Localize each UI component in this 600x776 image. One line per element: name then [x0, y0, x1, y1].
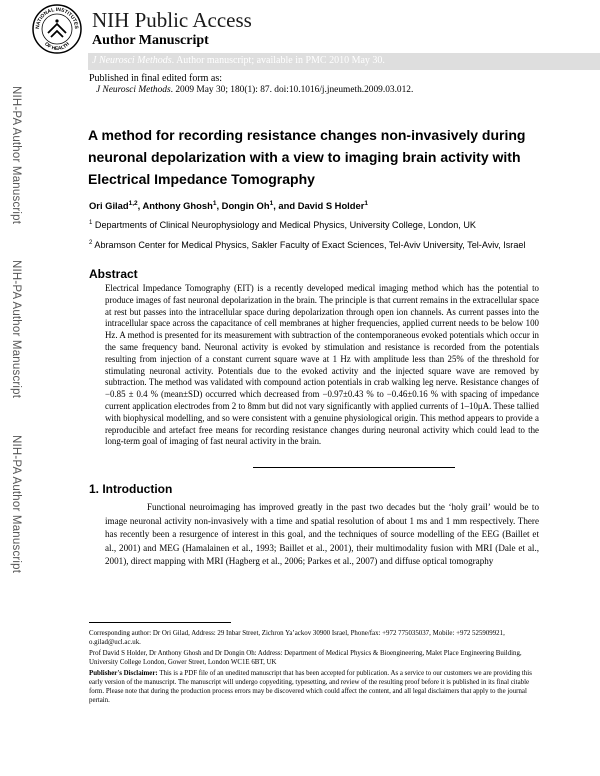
published-in-label: Published in final edited form as:: [89, 73, 223, 84]
abstract-text: Electrical Impedance Tomography (EIT) is a recently developed medical imaging method which has the potential to produce images of fast neuronal depolarization in the brain. The principle is that current remains in the extracellular space at rest but passes into the intracellular space during depolarization through open ion channels. As current passes into the intracellular space across the capacitance of cell membranes at higher frequencies, applied current needs to be below 100 Hz. A method is presented for its measurement with subtraction of the contemporaneous evoked potentials which occur in the same frequency band. Neuronal activity is evoked by stimulation and resistance is recorded from the potentials resulting from injection of a constant current square wave at 1 Hz with amplitude less than 25% of the threshold for stimulating neuronal activity. Potentials due to the evoked activity and the injected square wave are removed by subtraction. The method was validated with compound action potentials in crab walking leg nerve. Resistance changes of −0.85 ± 0.4 % (mean±SD) occurred which decreased from −0.97±0.43 % to −0.46±0.16 % with spacing of impedance current application electrodes from 2 to 8mm but did not vary significantly with applied currents of 1–10μA. These tallied with biophysical modelling, and so were consistent with a genuine physiological origin. This method appears to provide a reproducible and artefact free means for recording resistance changes during neuronal activity which could lead to the long-term goal of imaging of fast neural activity in the brain.: [105, 283, 539, 447]
introduction-text: Functional neuroimaging has improved greatly in the past two decades but the ‘holy grail’ would be to image neuronal activity non-invasively with a time and spatial resolution of about 1 ms and 1 mm respectively. There has recently been a resurgence of interest in this goal, and the techniques of source modelling of the EEG (Baillet et al., 2001) and MEG (Hamalainen et al., 1993; Baillet et al., 2001), their multimodality fusion with MRI (Dale et al., 2001), direct mapping with MRI (Hagberg et al., 2006; Parkes et al., 2007) and diffuse optical tomography: [105, 502, 539, 567]
nih-seal-logo: [32, 4, 82, 54]
citation-details: . 2009 May 30; 180(1): 87. doi:10.1016/j.jneumeth.2009.03.012.: [170, 85, 414, 95]
affiliation-2: $^2$ Abramson Center for Medical Physics, Sakler Faculty of Exact Sciences, Tel-Aviv University, Tel-Aviv, Israel: [89, 240, 526, 251]
sidebar-label-1: NIH-PA Author Manuscript: [10, 86, 22, 225]
author-manuscript-label: Author Manuscript: [92, 33, 209, 48]
author-name: Ori Gilad: [89, 200, 129, 212]
author-name: David S Holder: [297, 200, 365, 212]
seal-text-bottom: OF HEALTH: [43, 41, 71, 53]
disclaimer-label: Publisher's Disclaimer:: [89, 670, 158, 677]
author-list: Ori Gilad$^{1,2}$, Anthony Ghosh$^1$, Dongin Oh$^1$, and David S Holder$^1$: [89, 200, 368, 212]
corresponding-author-footnote: Corresponding author: Dr Ori Gilad, Address: 29 Inbar Street, Zichron Ya’ackov 30900 Israel, Phone/fax: +972 775035037, Mobile: +972 525909921, o.gilad@ucl.ac.uk.: [89, 630, 505, 646]
co-author-address-footnote: Prof David S Holder, Dr Anthony Ghosh and Dr Dongin Oh: Address: Department of Medical Physics & Bioengineering, Malet Place Engineering Building, University College London, Gower Street, London WC1E 6BT, UK: [89, 650, 522, 666]
article-title: A method for recording resistance changes non-invasively during neuronal depolarization with a view to imaging brain activity with Electrical Impedance Tomography: [88, 127, 526, 187]
author-affiliation-marker: 1,2: [128, 200, 138, 207]
abstract-heading: Abstract: [89, 267, 138, 281]
footnote-divider: [89, 622, 231, 623]
publisher-disclaimer-footnote: [89, 669, 541, 705]
availability-journal: J Neurosci Methods: [92, 55, 172, 66]
author-name: Dongin Oh: [221, 200, 270, 212]
availability-note: . Author manuscript; available in PMC 2010 May 30.: [171, 55, 385, 66]
author-affiliation-marker: 1: [269, 200, 274, 207]
seal-text-top: NATIONAL INSTITUTES: [34, 6, 80, 30]
abstract-divider: [253, 467, 455, 468]
nih-public-access-title: NIH Public Access: [92, 8, 252, 32]
sidebar-label-3: NIH-PA Author Manuscript: [10, 435, 22, 574]
author-affiliation-marker: 1: [212, 200, 217, 207]
affiliation-1: $^1$ Departments of Clinical Neurophysiology and Medical Physics, University College, London, UK: [89, 220, 476, 231]
citation-line: [96, 85, 413, 95]
author-name: Anthony Ghosh: [142, 200, 213, 212]
availability-text: [92, 55, 385, 66]
introduction-heading: 1. Introduction: [89, 482, 173, 496]
sidebar-label-2: NIH-PA Author Manuscript: [10, 260, 22, 399]
author-affiliation-marker: 1: [364, 200, 368, 207]
citation-journal: J Neurosci Methods: [96, 85, 171, 95]
disclaimer-text: This is a PDF file of an unedited manuscript that has been accepted for publication. As a service to our customers we are providing this early version of the manuscript. The manuscript will undergo copyediting, typesetting, and review of the resulting proof before it is published in its final citable form. Please note that during the production process errors may be discovered which could affect the content, and all legal disclaimers that apply to the journal pertain.: [89, 670, 532, 704]
